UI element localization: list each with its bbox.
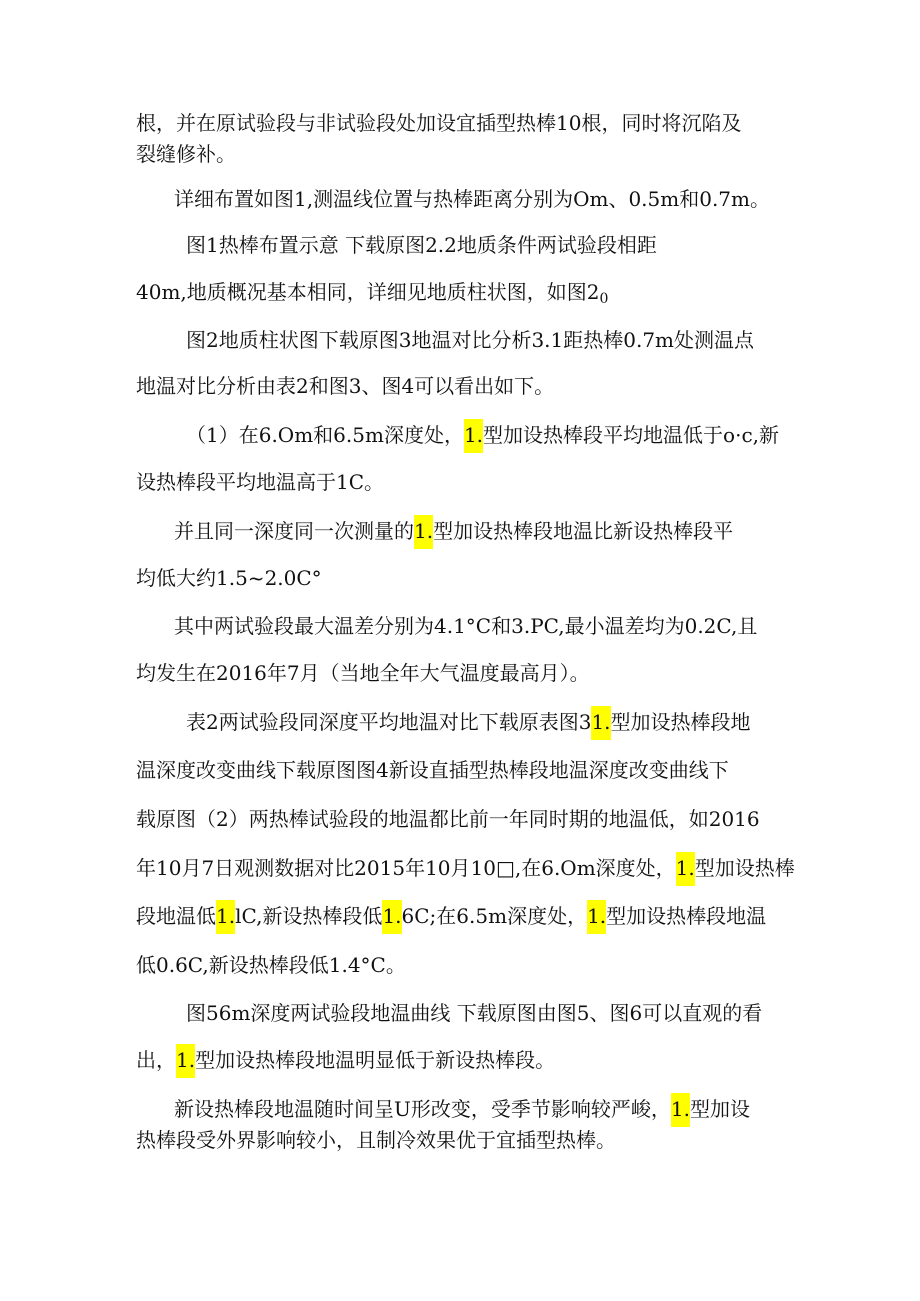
paragraph-8-text-5c: 6C;在6.5m深度处， xyxy=(401,904,588,928)
paragraph-9-text-2a: 出， xyxy=(136,1048,176,1072)
paragraph-3-line-2 xyxy=(136,279,608,305)
paragraph-8-line-5 xyxy=(136,903,766,929)
paragraph-8-line-6: 低0.6C,新设热棒段低1.4°C。 xyxy=(136,953,406,977)
highlight-marker: 1. xyxy=(216,900,235,934)
paragraph-8-text-a: 表2两试验段同深度平均地温对比下载原表图3 xyxy=(186,710,592,734)
paragraph-8-text-4b: 型加设热棒 xyxy=(694,856,795,880)
paragraph-10-text-a: 新设热棒段地温随时间呈U形改变，受季节影响较严峻， xyxy=(174,1097,671,1121)
paragraph-3-line-1: 图1热棒布置示意 下载原图2.2地质条件两试验段相距 xyxy=(186,233,657,257)
paragraph-6-text-a: 并且同一深度同一次测量的 xyxy=(174,519,414,543)
paragraph-1-line-1: 根，并在原试验段与非试验段处加设宜插型热棒10根，同时将沉陷及 xyxy=(136,111,742,135)
paragraph-5-text-a: （1）在6.Om和6.5m深度处， xyxy=(186,423,464,447)
paragraph-10-text-b: 型加设 xyxy=(689,1097,750,1121)
paragraph-7-line-2: 均发生在2016年7月（当地全年大气温度最高月）。 xyxy=(136,661,590,685)
paragraph-2-line-1: 详细布置如图1,测温线位置与热棒距离分别为Om、0.5m和0.7m。 xyxy=(174,187,770,211)
paragraph-8-text-b: 型加设热棒段地 xyxy=(610,710,751,734)
paragraph-8-text-4a: 年10月7日观测数据对比2015年10月10□,在6.Om深度处， xyxy=(136,856,676,880)
paragraph-8-text-5a: 段地温低 xyxy=(136,904,216,928)
paragraph-6-line-2: 均低大约1.5~2.0C° xyxy=(136,566,322,590)
paragraph-7-line-1: 其中两试验段最大温差分别为4.1°C和3.PC,最小温差均为0.2C,且 xyxy=(174,614,758,638)
paragraph-6-text-b: 型加设热棒段地温比新设热棒段平 xyxy=(433,519,734,543)
paragraph-8-text-5b: lC,新设热棒段低 xyxy=(235,904,383,928)
highlight-marker: 1. xyxy=(176,1044,195,1078)
highlight-marker: 1. xyxy=(587,900,606,934)
highlight-marker: 1. xyxy=(414,515,433,549)
paragraph-1-line-2: 裂缝修补。 xyxy=(136,142,236,166)
paragraph-8-text-5d: 型加设热棒段地温 xyxy=(606,904,767,928)
paragraph-8-line-2: 温深度改变曲线下载原图图4新设直插型热棒段地温深度改变曲线下 xyxy=(136,758,729,782)
paragraph-5-line-1 xyxy=(186,422,779,448)
paragraph-9-line-2 xyxy=(136,1047,555,1073)
paragraph-9-text-2b: 型加设热棒段地温明显低于新设热棒段。 xyxy=(195,1048,556,1072)
paragraph-8-line-3: 载原图（2）两热棒试验段的地温都比前一年同时期的地温低，如2016 xyxy=(136,807,760,831)
paragraph-8-line-4 xyxy=(136,855,795,881)
paragraph-5-line-2: 设热棒段平均地温高于1C。 xyxy=(136,470,385,494)
paragraph-4-line-2: 地温对比分析由表2和图3、图4可以看出如下。 xyxy=(136,374,555,398)
paragraph-6-line-1 xyxy=(174,518,733,544)
paragraph-10-line-2: 热棒段受外界影响较小，且制冷效果优于宜插型热棒。 xyxy=(136,1128,616,1152)
highlight-marker: 1. xyxy=(671,1093,690,1127)
paragraph-10-line-1 xyxy=(174,1096,750,1122)
paragraph-3-line-2-text: 40m,地质概况基本相同，详细见地质柱状图，如图2 xyxy=(136,280,600,304)
paragraph-3-subscript: 0 xyxy=(599,291,609,307)
paragraph-5-text-b: 型加设热棒段平均地温低于o·c,新 xyxy=(483,423,780,447)
highlight-marker: 1. xyxy=(676,852,695,886)
paragraph-8-line-1 xyxy=(186,709,751,735)
paragraph-4-line-1: 图2地质柱状图下载原图3地温对比分析3.1距热棒0.7m处测温点 xyxy=(186,328,755,352)
paragraph-9-line-1: 图56m深度两试验段地温曲线 下载原图由图5、图6可以直观的看 xyxy=(186,1001,763,1025)
highlight-marker: 1. xyxy=(591,706,610,740)
highlight-marker: 1. xyxy=(382,900,401,934)
highlight-marker: 1. xyxy=(464,419,483,453)
